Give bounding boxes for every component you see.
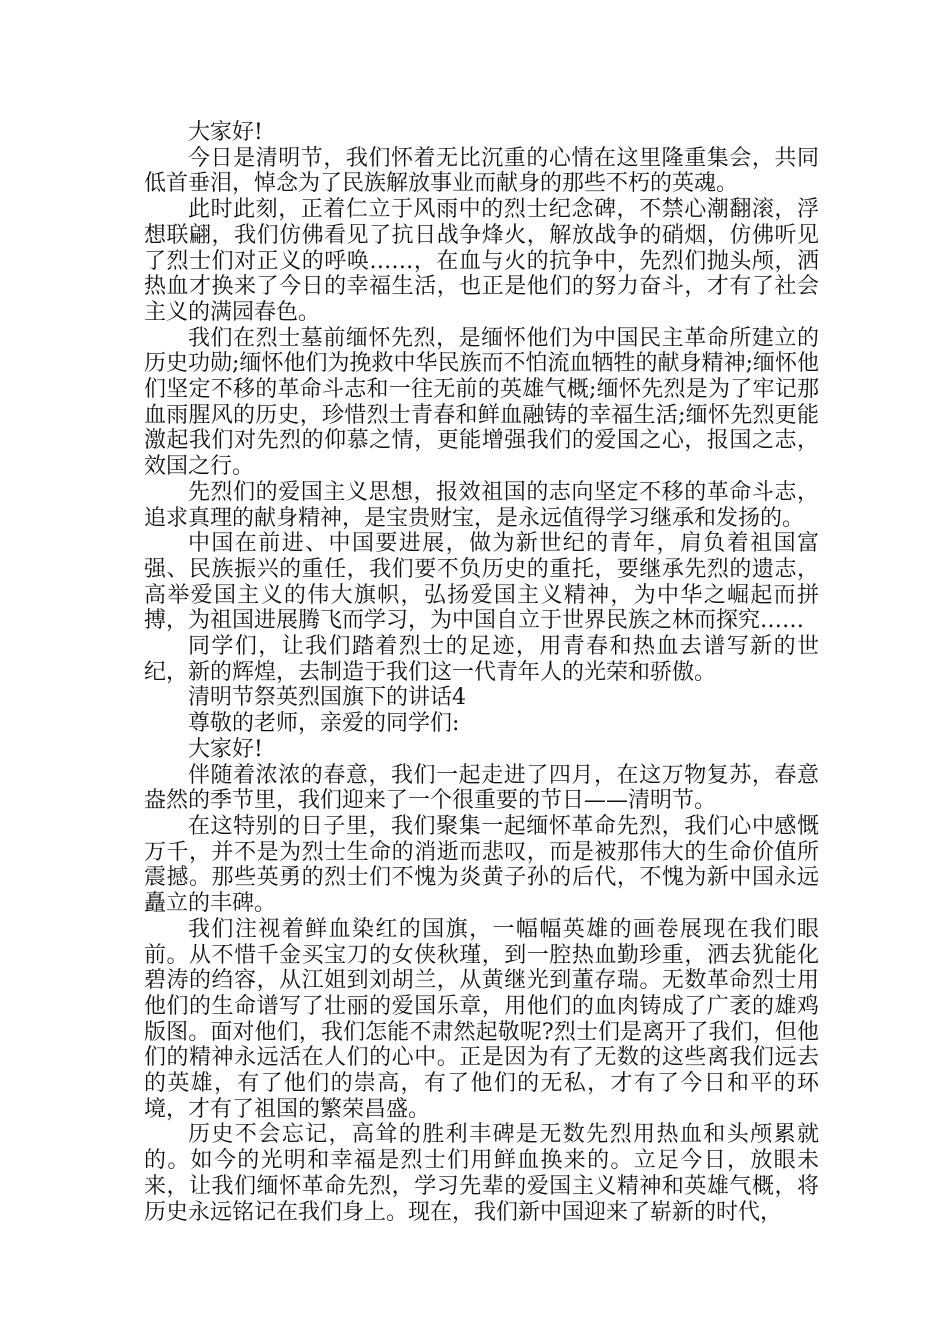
body-paragraph: 中国在前进、中国要进展，做为新世纪的青年，肩负着祖国富强、民族振兴的重任，我们要不负历史的重托，要继承先烈的遗志，高举爱国主义的伟大旗帜，弘扬爱国主义精神，为中华之崛起而拼搏，为祖国进展腾飞而学习，为中国自立于世界民族之林而探究…… — [144, 531, 819, 634]
body-paragraph: 历史不会忘记，高耸的胜利丰碑是无数先烈用热血和头颅累就的。如今的光明和幸福是烈士们用鲜血换来的。立足今日，放眼未来，让我们缅怀革命先烈，学习先辈的爱国主义精神和英雄气概，将历史永远铭记在我们身上。现在，我们新中国迎来了崭新的时代， — [144, 1122, 819, 1225]
body-paragraph: 先烈们的爱国主义思想，报效祖国的志向坚定不移的革命斗志，追求真理的献身精神，是宝贵财宝，是永远值得学习继承和发扬的。 — [144, 479, 819, 531]
section-heading: 清明节祭英烈国旗下的讲话4 — [188, 685, 466, 711]
body-paragraph: 今日是清明节，我们怀着无比沉重的心情在这里隆重集会，共同低首垂泪，悼念为了民族解放事业而献身的那些不朽的英魂。 — [144, 145, 819, 197]
salutation-paragraph: 尊敬的老师，亲爱的同学们: — [188, 711, 460, 737]
body-paragraph: 我们在烈士墓前缅怀先烈，是缅怀他们为中国民主革命所建立的历史功勋;缅怀他们为挽救中华民族而不怕流血牺牲的献身精神;缅怀他们坚定不移的革命斗志和一往无前的英雄气概;缅怀先烈是为了牢记那血雨腥风的历史，珍惜烈士青春和鲜血融铸的幸福生活;缅怀先烈更能激起我们对先烈的仰慕之情，更能增强我们的爱国之心，报国之志，效国之行。 — [144, 325, 819, 480]
body-paragraph: 在这特别的日子里，我们聚集一起缅怀革命先烈，我们心中感慨万千，并不是为烈士生命的消逝而悲叹，而是被那伟大的生命价值所震撼。那些英勇的烈士们不愧为炎黄子孙的后代，不愧为新中国永远矗立的丰碑。 — [144, 813, 819, 917]
body-paragraph: 我们注视着鲜血染红的国旗，一幅幅英雄的画卷展现在我们眼前。从不惜千金买宝刀的女侠秋瑾，到一腔热血勤珍重，洒去犹能化碧涛的绉容，从江姐到刘胡兰，从黄继光到董存瑞。无数革命烈士用他们的生命谱写了壮丽的爱国乐章，用他们的血肉铸成了广袤的雄鸡版图。面对他们，我们怎能不肃然起敬呢?烈士们是离开了我们，但他们的精神永远活在人们的心中。正是因为有了无数的这些离我们远去的英雄，有了他们的崇高，有了他们的无私，才有了今日和平的环境，才有了祖国的繁荣昌盛。 — [144, 916, 819, 1122]
body-paragraph: 伴随着浓浓的春意，我们一起走进了四月，在这万物复苏，春意盎然的季节里，我们迎来了一个很重要的节日——清明节。 — [144, 762, 819, 814]
body-paragraph: 同学们，让我们踏着烈士的足迹，用青春和热血去谱写新的世纪，新的辉煌，去制造于我们这一代青年人的光荣和骄傲。 — [144, 634, 819, 685]
greeting-paragraph: 大家好! — [188, 120, 263, 145]
greeting-paragraph: 大家好! — [188, 736, 263, 762]
document-page — [144, 120, 819, 1225]
body-paragraph: 此时此刻，正着仁立于风雨中的烈士纪念碑，不禁心潮翻滚，浮想联翩，我们仿佛看见了抗日战争烽火，解放战争的硝烟，仿佛听见了烈士们对正义的呼唤……，在血与火的抗争中，先烈们抛头颅，洒热血才换来了今日的幸福生活，也正是他们的努力奋斗，才有了社会主义的满园春色。 — [144, 197, 819, 325]
